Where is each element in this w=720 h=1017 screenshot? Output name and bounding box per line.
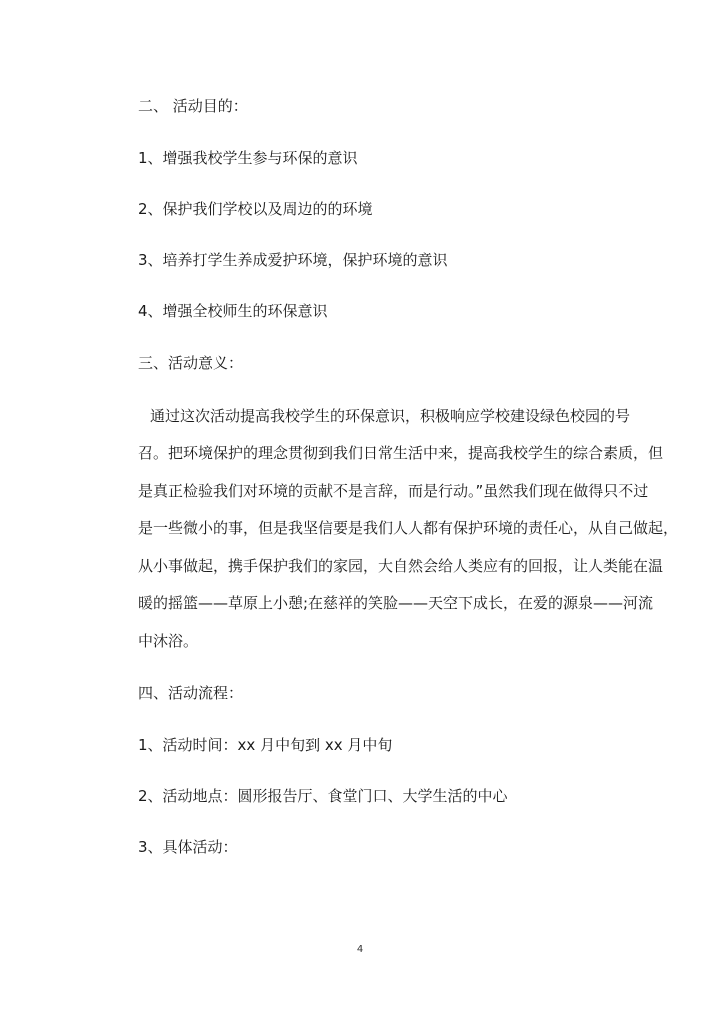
significance-line-1: 通过这次活动提高我校学生的环保意识，积极响应学校建设绿色校园的号 <box>150 407 631 425</box>
section-4-heading: 四、活动流程： <box>138 684 244 702</box>
objective-item-2: 2、保护我们学校以及周边的的环境 <box>138 200 373 218</box>
section-3-heading: 三、活动意义： <box>138 354 244 372</box>
process-item-1: 1、活动时间：xx 月中旬到 xx 月中旬 <box>138 736 393 754</box>
page-number: 4 <box>356 944 364 955</box>
section-2-heading: 二、 活动目的： <box>138 97 248 115</box>
significance-line-5: 从小事做起，携手保护我们的家园，大自然会给人类应有的回报，让人类能在温 <box>138 557 664 575</box>
significance-line-2: 召。把环境保护的理念贯彻到我们日常生活中来，提高我校学生的综合素质，但 <box>138 444 664 462</box>
significance-line-7: 中沐浴。 <box>138 632 199 650</box>
process-item-2: 2、活动地点：圆形报告厅、食堂门口、大学生活的中心 <box>138 787 508 805</box>
significance-line-3: 是真正检验我们对环境的贡献不是言辞，而是行动。”虽然我们现在做得只不过 <box>138 482 649 500</box>
significance-line-6: 暖的摇篮——草原上小憩;在慈祥的笑脸——天空下成长，在爱的源泉——河流 <box>138 594 654 612</box>
process-item-3: 3、具体活动： <box>138 838 238 856</box>
objective-item-3: 3、培养打学生养成爱护环境，保护环境的意识 <box>138 251 448 269</box>
objective-item-4: 4、增强全校师生的环保意识 <box>138 302 328 320</box>
significance-line-4: 是一些微小的事，但是我坚信要是我们人人都有保护环境的责任心，从自己做起， <box>138 519 679 537</box>
objective-item-1: 1、增强我校学生参与环保的意识 <box>138 149 358 167</box>
